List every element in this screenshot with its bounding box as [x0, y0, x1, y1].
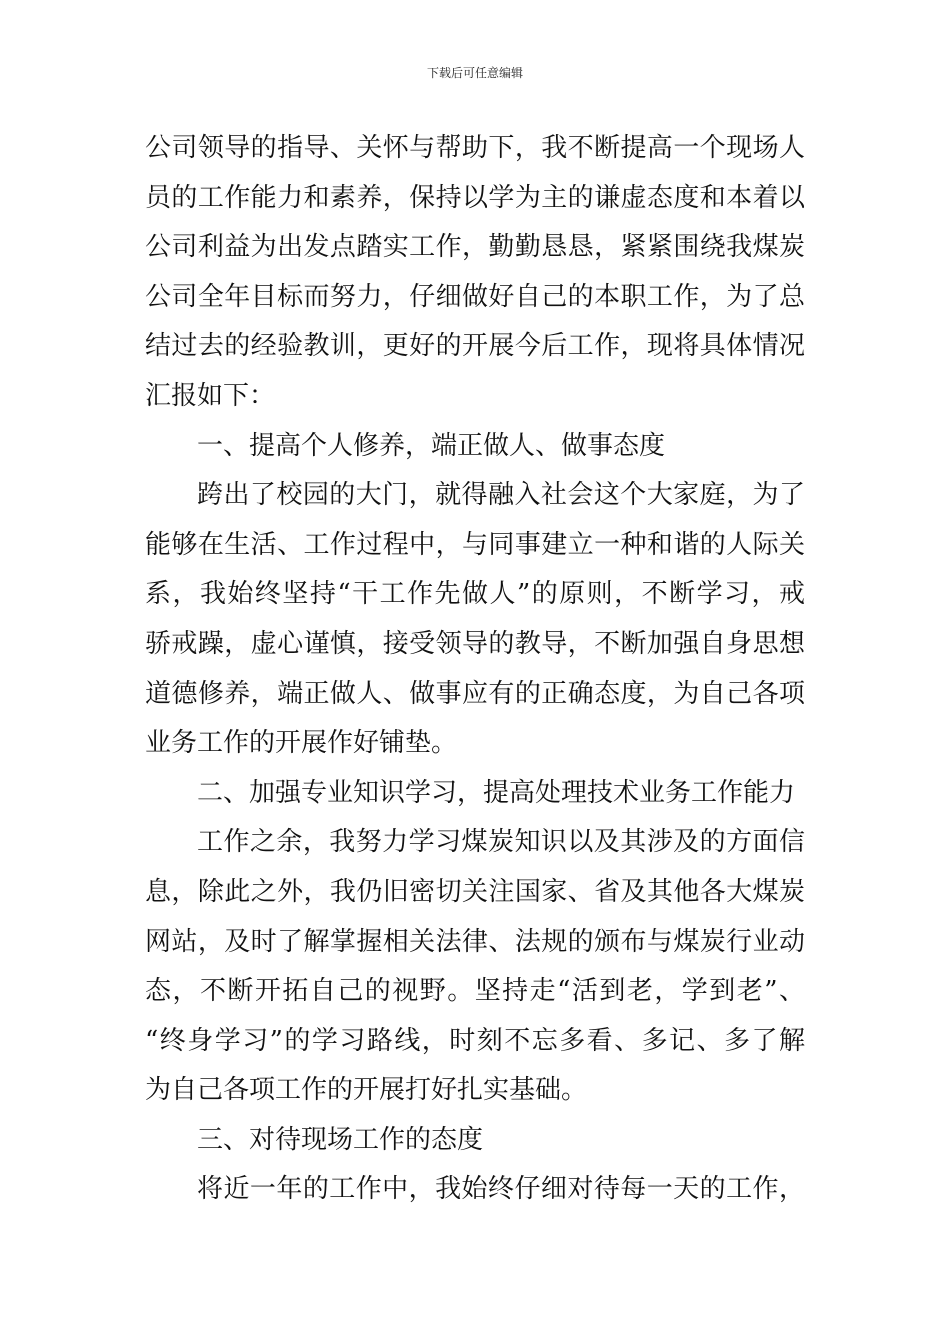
- text-line: 公司全年目标而努力，仔细做好自己的本职工作，为了总: [145, 281, 805, 312]
- text-line: 为自己各项工作的开展打好扎实基础。: [145, 1075, 588, 1106]
- text-line: 将近一年的工作中，我始终仔细对待每一天的工作，: [197, 1174, 805, 1205]
- document-body: [145, 124, 805, 1215]
- text-line: 系，我始终坚持“干工作先做人”的原则，不断学习，戒: [145, 579, 805, 610]
- text-line: 公司利益为出发点踏实工作，勤勤恳恳，紧紧围绕我煤炭: [145, 232, 805, 263]
- section-heading-3: 三、对待现场工作的态度: [197, 1124, 484, 1155]
- text-line: 能够在生活、工作过程中，与同事建立一种和谐的人际关: [145, 529, 805, 560]
- page-header: 下载后可任意编辑: [426, 66, 523, 80]
- text-line: 态，不断开拓自己的视野。坚持走“活到老，学到老”、: [145, 976, 805, 1007]
- text-line: 结过去的经验教训，更好的开展今后工作，现将具体情况: [145, 331, 805, 362]
- text-line: “终身学习”的学习路线，时刻不忘多看、多记、多了解: [145, 1025, 805, 1056]
- text-line: 道德修养，端正做人、做事应有的正确态度，为自己各项: [145, 678, 805, 709]
- text-line: 网站，及时了解掌握相关法律、法规的颁布与煤炭行业动: [145, 926, 805, 957]
- section-heading-1: 一、提高个人修养，端正做人、做事态度: [197, 430, 666, 461]
- text-line: 息，除此之外，我仍旧密切关注国家、省及其他各大煤炭: [145, 876, 805, 907]
- text-line: 员的工作能力和素养，保持以学为主的谦虚态度和本着以: [145, 182, 805, 213]
- text-line: 公司领导的指导、关怀与帮助下，我不断提高一个现场人: [145, 133, 805, 163]
- text-line: 骄戒躁，虚心谨慎，接受领导的教导，不断加强自身思想: [145, 628, 805, 659]
- text-line: 业务工作的开展作好铺垫。: [145, 728, 458, 759]
- section-heading-2: 二、加强专业知识学习，提高处理技术业务工作能力: [197, 777, 796, 808]
- text-line: 工作之余，我努力学习煤炭知识以及其涉及的方面信: [197, 827, 805, 858]
- text-line: 跨出了校园的大门，就得融入社会这个大家庭，为了: [197, 480, 805, 511]
- text-line: 汇报如下：: [145, 380, 276, 411]
